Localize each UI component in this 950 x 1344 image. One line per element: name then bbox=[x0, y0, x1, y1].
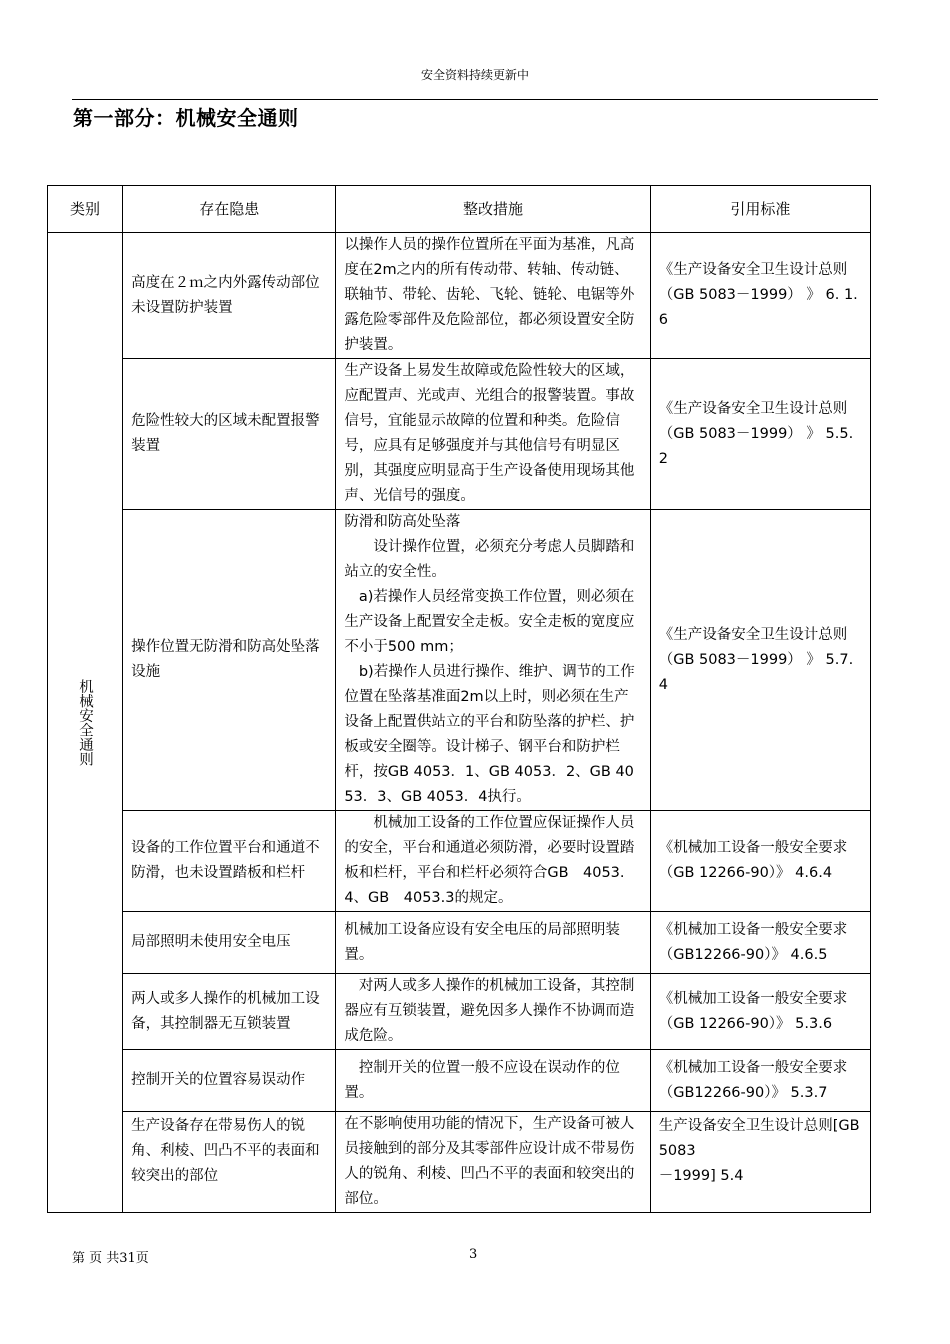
hazard-cell: 局部照明未使用安全电压 bbox=[123, 912, 336, 974]
measures-cell bbox=[336, 510, 650, 811]
measure-text: 机械加工设备的工作位置应保证操作人员的安全，平台和通道必须防滑，必要时设置踏板和栏杆，平台和栏杆必须符合GB 4053.4、GB 4053.3的规定。 bbox=[344, 815, 635, 906]
table-row bbox=[48, 974, 871, 1050]
hazard-cell: 生产设备存在带易伤人的锐角、利棱、凹凸不平的表面和较突出的部位 bbox=[123, 1112, 336, 1213]
standard-line: －1999] 5.4 bbox=[658, 1168, 744, 1184]
category-cell bbox=[48, 233, 123, 1213]
table-row bbox=[48, 510, 871, 811]
standard-cell: 《机械加工设备一般安全要求（GB12266-90）》 4.6.5 bbox=[650, 912, 870, 974]
category-label: 机械安全通则 bbox=[77, 679, 94, 766]
table-row bbox=[48, 912, 871, 974]
measures-cell bbox=[336, 912, 650, 974]
table-row bbox=[48, 1112, 871, 1213]
measure-text: 防滑和防高处坠落 bbox=[344, 514, 461, 530]
footer-page-info: 第 页 共31页 bbox=[72, 1251, 149, 1266]
standard-cell: 《生产设备安全卫生设计总则（GB 5083－1999） 》 5.7.4 bbox=[650, 510, 870, 811]
measures-cell bbox=[336, 1050, 650, 1112]
table-header-row bbox=[48, 186, 871, 233]
measure-text: 机械加工设备应设有安全电压的局部照明装置。 bbox=[344, 921, 620, 963]
measure-text: 设计操作位置，必须充分考虑人员脚踏和站立的安全性。 bbox=[344, 539, 635, 580]
standard-cell bbox=[650, 1112, 870, 1213]
hazard-cell: 高度在２ｍ之内外露传动部位未设置防护装置 bbox=[123, 233, 336, 359]
measures-cell bbox=[336, 359, 650, 510]
header-hazard: 存在隐患 bbox=[123, 186, 336, 233]
standard-cell: 《机械加工设备一般安全要求（GB12266-90）》 5.3.7 bbox=[650, 1050, 870, 1112]
hazard-cell: 操作位置无防滑和防高处坠落设施 bbox=[123, 510, 336, 811]
measure-text: 控制开关的位置一般不应设在误动作的位置。 bbox=[344, 1059, 620, 1101]
measures-cell bbox=[336, 233, 650, 359]
measure-text: 生产设备上易发生故障或危险性较大的区域，应配置声、光或声、光组合的报警装置。事故信号，宜能显示故障的位置和种类。危险信号，应具有足够强度并与其他信号有明显区别，其强度应明显高于生产设备使用现场其他声、光信号的强度。 bbox=[344, 363, 635, 504]
hazard-cell: 危险性较大的区域未配置报警装置 bbox=[123, 359, 336, 510]
table-row bbox=[48, 811, 871, 912]
measure-text: b)若操作人员进行操作、维护、调节的工作位置在坠落基准面2m以上时，则必须在生产设备上配置供站立的平台和防坠落的护栏、护板或安全圈等。设计梯子、钢平台和防护栏杆，按GB 4053．1、GB 4053．2、GB 4053．3、GB 4053．4执行。 bbox=[344, 664, 635, 805]
standard-line: 生产设备安全卫生设计总则[GB 5083 bbox=[658, 1118, 860, 1159]
table-row bbox=[48, 1050, 871, 1112]
hazard-cell: 控制开关的位置容易误动作 bbox=[123, 1050, 336, 1112]
measure-text: 以操作人员的操作位置所在平面为基准，凡高度在2m之内的所有传动带、转轴、传动链、联轴节、带轮、齿轮、飞轮、链轮、电锯等外露危险零部件及危险部位，都必须设置安全防护装置。 bbox=[344, 237, 635, 353]
measure-text: 在不影响使用功能的情况下，生产设备可被人员接触到的部分及其零部件应设计成不带易伤人的锐角、利棱、凹凸不平的表面和较突出的部位。 bbox=[344, 1116, 635, 1207]
hazard-cell: 设备的工作位置平台和通道不防滑，也未设置踏板和栏杆 bbox=[123, 811, 336, 912]
header-rule bbox=[72, 99, 878, 100]
hazard-cell: 两人或多人操作的机械加工设备，其控制器无互锁装置 bbox=[123, 974, 336, 1050]
measures-cell bbox=[336, 811, 650, 912]
measure-text: a)若操作人员经常变换工作位置，则必须在生产设备上配置安全走板。安全走板的宽度应不小于500 mm； bbox=[344, 589, 635, 655]
measure-text: 对两人或多人操作的机械加工设备，其控制器应有互锁装置，避免因多人操作不协调而造成危险。 bbox=[344, 978, 635, 1044]
measures-cell bbox=[336, 974, 650, 1050]
table-row bbox=[48, 359, 871, 510]
footer-page-number: 3 bbox=[469, 1247, 478, 1262]
header-standard: 引用标准 bbox=[650, 186, 870, 233]
standard-cell: 《生产设备安全卫生设计总则（GB 5083－1999） 》 5.5.2 bbox=[650, 359, 870, 510]
hazard-table bbox=[47, 185, 871, 1213]
header-measures: 整改措施 bbox=[336, 186, 650, 233]
standard-cell: 《生产设备安全卫生设计总则（GB 5083－1999） 》 6. 1. 6 bbox=[650, 233, 870, 359]
measures-cell bbox=[336, 1112, 650, 1213]
table-row bbox=[48, 233, 871, 359]
header-category: 类别 bbox=[48, 186, 123, 233]
standard-cell: 《机械加工设备一般安全要求（GB 12266-90）》 4.6.4 bbox=[650, 811, 870, 912]
page-title: 第一部分：机械安全通则 bbox=[73, 106, 299, 130]
page-header: 安全资料持续更新中 bbox=[420, 68, 529, 82]
standard-cell: 《机械加工设备一般安全要求（GB 12266-90）》 5.3.6 bbox=[650, 974, 870, 1050]
